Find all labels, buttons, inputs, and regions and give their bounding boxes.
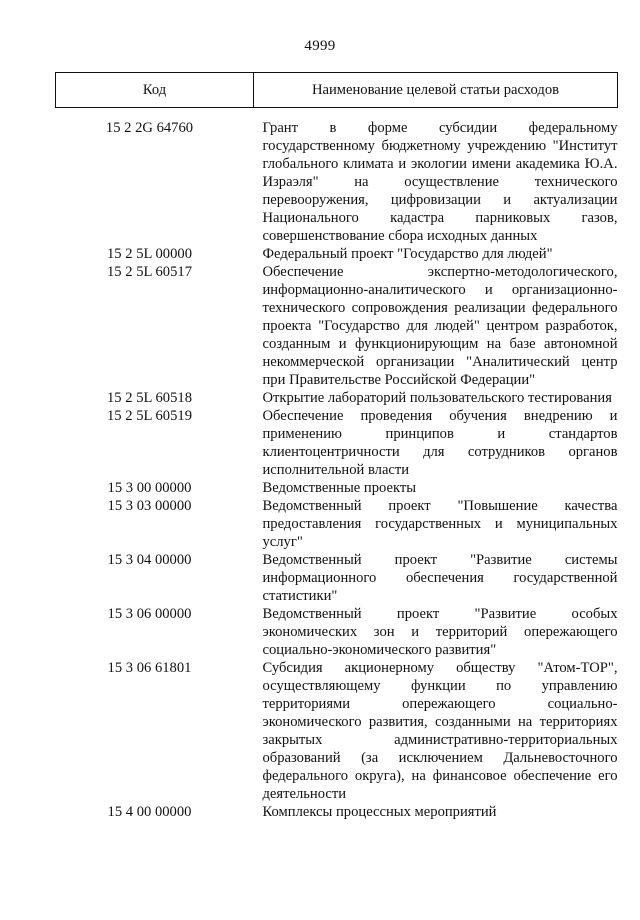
table-row [56,497,618,551]
table-row [56,389,618,407]
table-row [56,551,618,605]
table-row [56,119,618,245]
row-name: Ведомственный проект "Развитие особых экономических зон и территорий опережающего социально-экономического развития" [262,606,618,658]
table-row [56,659,618,803]
row-name: Ведомственный проект "Развитие системы информационного обеспечения государственной статистики" [262,552,618,604]
row-name: Открытие лабораторий пользовательского тестирования [262,390,612,406]
budget-classification-table [55,72,618,821]
row-code: 15 3 06 00000 [107,606,192,622]
row-name: Федеральный проект "Государство для людей" [262,246,553,262]
row-name: Грант в форме субсидии федеральному государственному бюджетному учреждению "Институт глобального климата и экологии имени академика Ю.А. Израэля" на осуществление технического перевооружения, цифровизации и актуализации Национального кадастра парниковых газов, совершенствование сбора исходных данных [262,120,618,244]
row-name: Субсидия акционерному обществу "Атом-ТОР", осуществляющему функции по управлению территориями опережающего социально-экономического развития, созданными на территориях закрытых административно-территориальных образований (за исключением Дальневосточного федерального округа), на финансовое обеспечение его деятельности [262,660,618,802]
row-code: 15 2 5L 60519 [107,408,192,424]
table-row [56,479,618,497]
row-name: Комплексы процессных мероприятий [262,804,497,820]
table-row [56,605,618,659]
row-name: Обеспечение проведения обучения внедрению и применению принципов и стандартов клиентоцентричности для сотрудников органов исполнительной власти [262,408,618,478]
page-number: 4999 [304,38,336,54]
table-header [56,73,618,108]
row-code: 15 4 00 00000 [107,804,192,820]
row-code: 15 3 06 61801 [107,660,192,676]
table-row [56,407,618,479]
row-code: 15 2 5L 60518 [107,390,192,406]
header-code: Код [56,73,254,108]
table-row [56,263,618,389]
row-code: 15 2 5L 60517 [107,264,192,280]
header-name: Наименование целевой статьи расходов [254,73,618,108]
row-code: 15 2 2G 64760 [105,120,194,136]
row-code: 15 3 04 00000 [107,552,192,568]
row-code: 15 2 5L 00000 [107,246,192,262]
row-name: Ведомственный проект "Повышение качества предоставления государственных и муниципальных услуг" [262,498,618,550]
header-spacer [56,108,618,120]
table-row [56,245,618,263]
row-name: Обеспечение экспертно-методологического, информационно-аналитического и организационно-технического сопровождения реализации федерального проекта "Государство для людей" центром разработок, созданным и функционирующим на базе автономной некоммерческой организации "Аналитический центр при Правительстве Российской Федерации" [262,264,618,388]
row-code: 15 3 00 00000 [107,480,192,496]
table-row [56,803,618,821]
row-code: 15 3 03 00000 [107,498,192,514]
row-name: Ведомственные проекты [262,480,417,496]
table-body [56,108,618,822]
